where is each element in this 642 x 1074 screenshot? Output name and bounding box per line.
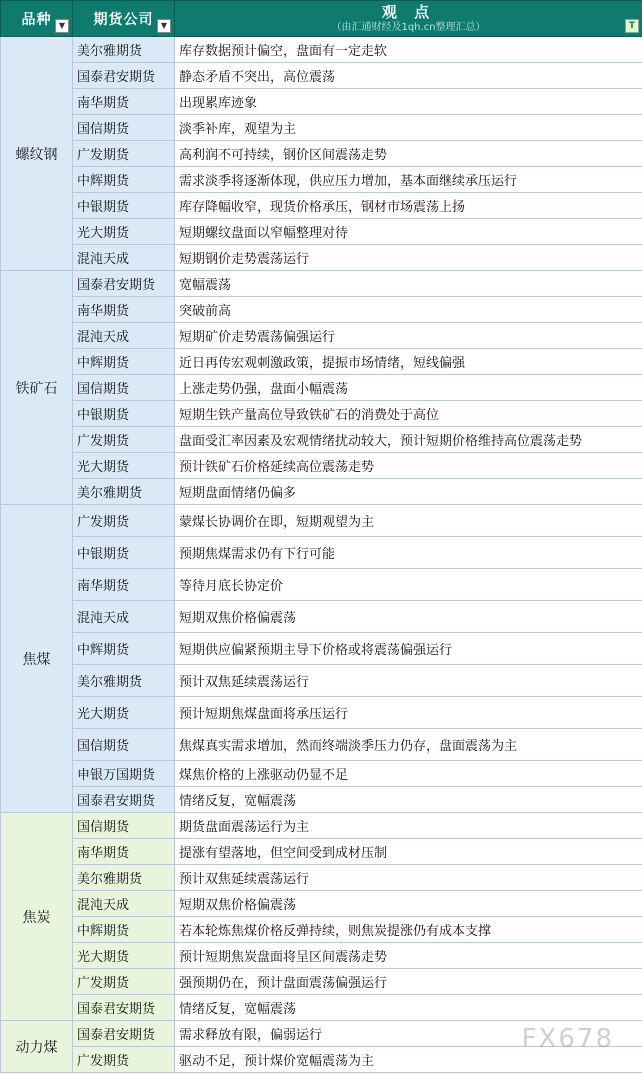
company-cell: 光大期货 [73, 697, 175, 729]
company-cell: 光大期货 [73, 219, 175, 245]
table-row [1, 601, 642, 633]
view-cell: 焦煤真实需求增加，然而终端淡季压力仍存，盘面震荡为主 [175, 729, 642, 761]
table-row [1, 401, 642, 427]
company-cell: 美尔雅期货 [73, 479, 175, 505]
company-cell: 中银期货 [73, 537, 175, 569]
company-cell: 光大期货 [73, 943, 175, 969]
table-row [1, 297, 642, 323]
view-cell: 驱动不足，预计煤价宽幅震荡为主 [175, 1047, 642, 1073]
view-cell: 短期矿价走势震荡偏强运行 [175, 323, 642, 349]
company-cell: 中银期货 [73, 193, 175, 219]
table-row [1, 761, 642, 787]
view-cell: 宽幅震荡 [175, 271, 642, 297]
view-cell: 短期双焦价格偏震荡 [175, 601, 642, 633]
watermark-logo: FX678 [521, 1024, 614, 1054]
view-cell: 需求释放有限，偏弱运行 [175, 1021, 642, 1047]
view-cell: 情绪反复，宽幅震荡 [175, 787, 642, 813]
view-cell: 静态矛盾不突出，高位震荡 [175, 63, 642, 89]
view-cell: 预计短期焦炭盘面将呈区间震荡走势 [175, 943, 642, 969]
category-cell: 螺纹钢 [1, 37, 73, 271]
table-row [1, 665, 642, 697]
table-row [1, 115, 642, 141]
company-cell: 国信期货 [73, 729, 175, 761]
view-cell: 蒙煤长协调价在即，短期观望为主 [175, 505, 642, 537]
view-cell: 上涨走势仍强，盘面小幅震荡 [175, 375, 642, 401]
table-row [1, 917, 642, 943]
company-cell: 广发期货 [73, 505, 175, 537]
view-cell: 期货盘面震荡运行为主 [175, 813, 642, 839]
company-cell: 南华期货 [73, 89, 175, 115]
company-cell: 南华期货 [73, 297, 175, 323]
table-row [1, 141, 642, 167]
view-cell: 短期盘面情绪仍偏多 [175, 479, 642, 505]
table-row [1, 969, 642, 995]
view-cell: 近日再传宏观刺激政策，提振市场情绪，短线偏强 [175, 349, 642, 375]
view-cell: 出现累库迹象 [175, 89, 642, 115]
view-cell: 短期供应偏紧预期主导下价格或将震荡偏强运行 [175, 633, 642, 665]
header-view-title: 观 点 [381, 2, 436, 21]
view-cell: 预计铁矿石价格延续高位震荡走势 [175, 453, 642, 479]
table-row [1, 787, 642, 813]
company-cell: 光大期货 [73, 453, 175, 479]
company-cell: 申银万国期货 [73, 761, 175, 787]
company-cell: 国泰君安期货 [73, 1021, 175, 1047]
view-cell: 短期双焦价格偏震荡 [175, 891, 642, 917]
company-cell: 国泰君安期货 [73, 271, 175, 297]
table-row [1, 167, 642, 193]
table-row [1, 505, 642, 537]
table-body [1, 37, 642, 1073]
view-cell: 预计双焦延续震荡运行 [175, 865, 642, 891]
view-cell: 若本轮炼焦煤价格反弹持续，则焦炭提涨仍有成本支撑 [175, 917, 642, 943]
company-cell: 广发期货 [73, 141, 175, 167]
category-cell: 动力煤 [1, 1021, 73, 1073]
table-row [1, 271, 642, 297]
view-cell: 突破前高 [175, 297, 642, 323]
table-row [1, 537, 642, 569]
company-cell: 广发期货 [73, 1047, 175, 1073]
filter-dropdown-icon[interactable]: ▼ [157, 19, 171, 33]
company-cell: 国信期货 [73, 813, 175, 839]
table-row [1, 89, 642, 115]
company-cell: 中辉期货 [73, 167, 175, 193]
table-row [1, 865, 642, 891]
header-view [175, 1, 642, 37]
view-cell: 强预期仍在，预计盘面震荡偏强运行 [175, 969, 642, 995]
table-row [1, 219, 642, 245]
company-cell: 中辉期货 [73, 917, 175, 943]
view-cell: 需求淡季将逐渐体现，供应压力增加，基本面继续承压运行 [175, 167, 642, 193]
view-cell: 库存数据预计偏空，盘面有一定走软 [175, 37, 642, 63]
company-cell: 美尔雅期货 [73, 865, 175, 891]
view-cell: 预期焦煤需求仍有下行可能 [175, 537, 642, 569]
company-cell: 混沌天成 [73, 323, 175, 349]
header-company-label: 期货公司 [93, 11, 154, 28]
company-cell: 中辉期货 [73, 349, 175, 375]
company-cell: 广发期货 [73, 427, 175, 453]
table-row [1, 479, 642, 505]
table-row [1, 569, 642, 601]
view-cell: 短期生铁产量高位导致铁矿石的消费处于高位 [175, 401, 642, 427]
category-cell: 焦炭 [1, 813, 73, 1021]
view-cell: 高利润不可持续，钢价区间震荡走势 [175, 141, 642, 167]
company-cell: 国泰君安期货 [73, 995, 175, 1021]
view-cell: 短期钢价走势震荡运行 [175, 245, 642, 271]
table-row [1, 943, 642, 969]
company-cell: 混沌天成 [73, 891, 175, 917]
header-row [1, 1, 642, 37]
company-cell: 中银期货 [73, 401, 175, 427]
view-cell: 盘面受汇率因素及宏观情绪扰动较大，预计短期价格维持高位震荡走势 [175, 427, 642, 453]
table-row [1, 37, 642, 63]
company-cell: 美尔雅期货 [73, 37, 175, 63]
company-cell: 美尔雅期货 [73, 665, 175, 697]
table-row [1, 697, 642, 729]
table-row [1, 839, 642, 865]
company-cell: 国泰君安期货 [73, 787, 175, 813]
filter-dropdown-icon[interactable]: ▼ [55, 19, 69, 33]
table-row [1, 323, 642, 349]
company-cell: 南华期货 [73, 569, 175, 601]
table-row [1, 995, 642, 1021]
table-row [1, 245, 642, 271]
company-cell: 国信期货 [73, 375, 175, 401]
view-cell: 预计双焦延续震荡运行 [175, 665, 642, 697]
text-format-icon[interactable]: T [625, 19, 639, 33]
table-row [1, 813, 642, 839]
company-cell: 混沌天成 [73, 245, 175, 271]
table-row [1, 63, 642, 89]
table-row [1, 349, 642, 375]
company-cell: 国信期货 [73, 115, 175, 141]
table-row [1, 427, 642, 453]
company-cell: 南华期货 [73, 839, 175, 865]
company-cell: 中辉期货 [73, 633, 175, 665]
category-cell: 焦煤 [1, 505, 73, 813]
table-row [1, 453, 642, 479]
company-cell: 混沌天成 [73, 601, 175, 633]
view-cell: 预计短期焦煤盘面将承压运行 [175, 697, 642, 729]
table-row [1, 729, 642, 761]
header-view-subtitle: （由汇通财经及1qh.cn整理汇总） [331, 21, 486, 33]
header-category-label: 品种 [21, 11, 52, 28]
company-cell: 国泰君安期货 [73, 63, 175, 89]
category-cell: 铁矿石 [1, 271, 73, 505]
company-cell: 广发期货 [73, 969, 175, 995]
table-row [1, 891, 642, 917]
table-row [1, 633, 642, 665]
view-cell: 提涨有望落地，但空间受到成材压制 [175, 839, 642, 865]
view-cell: 短期螺纹盘面以窄幅整理对待 [175, 219, 642, 245]
table-row [1, 193, 642, 219]
view-cell: 情绪反复，宽幅震荡 [175, 995, 642, 1021]
header-category [1, 1, 73, 37]
view-cell: 淡季补库，观望为主 [175, 115, 642, 141]
view-cell: 等待月底长协定价 [175, 569, 642, 601]
view-cell: 煤焦价格的上涨驱动仍显不足 [175, 761, 642, 787]
table-row [1, 375, 642, 401]
header-company [73, 1, 175, 37]
view-cell: 库存降幅收窄，现货价格承压，钢材市场震荡上扬 [175, 193, 642, 219]
